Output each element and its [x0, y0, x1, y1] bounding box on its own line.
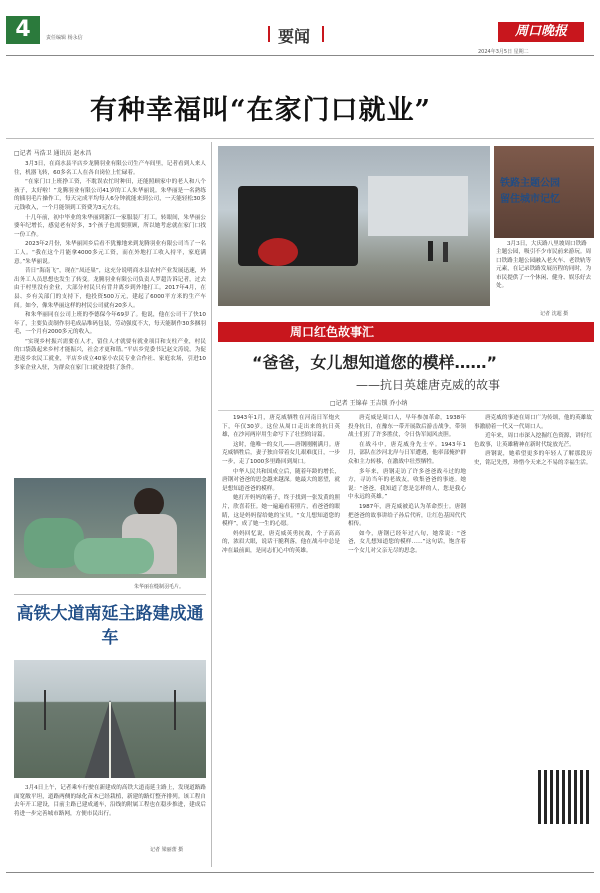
- paragraph: 近年来，周口市深入挖掘红色资源，讲好红色故事，让英雄精神在新时代绽放光芒。: [474, 433, 592, 448]
- column-divider: [211, 142, 212, 867]
- paragraph: “在家门口上班挣工资，不耽误农忙时种田，还能照顾家中的老人和八个孩子，太好啦！”龙腾羽业有限公司41岁的工人朱华丽说。朱华丽是一名熟练的插羽毛片操作工，每天完成平均每人6分钟就能来到公司，一天能轻松30多元钱收入，一个月能领到工资费为3元左右。: [14, 179, 206, 211]
- main-byline: □记者 马浩卫 通讯员 赵永昌: [14, 150, 92, 157]
- park-photo-credit: 记者 沈超 摄: [540, 311, 569, 317]
- paragraph: 唐钢说，她希望更多的年轻人了解那段历史，铭记先烈，珍惜今天来之不易的幸福生活。: [474, 451, 592, 466]
- section-divider-right: [322, 26, 324, 42]
- worker-photo: [14, 478, 206, 578]
- feather-pile-image: [74, 538, 154, 574]
- paragraph: 如今，唐钢已经年过八旬，她常说：“爸爸，女儿想知道您的模样……”这句话，饱含着一个女儿对父亲无尽的思念。: [348, 530, 466, 554]
- paragraph: 唐克威是周口人，早年参加革命，1938年投身抗日，在豫东一带开展敌后游击战争，带领战士们打了许多胜仗，令日伪军闻风丧胆。: [348, 415, 466, 439]
- paragraph: 1987年，唐克威被追认为革命烈士。唐钢把爸爸的故事讲给子孙后代听，让红色基因代代相传。: [348, 503, 466, 528]
- streetlight-image: [44, 690, 46, 730]
- streetlight-image: [174, 690, 176, 730]
- paragraph: 2023年2月份，朱华丽回乡后看不犹豫地来到龙腾羽业有限公司当了一名工人。“我在这个月能拿4000多元工资，而在外地打工收入持平，家庭满意。”朱华丽说。: [14, 241, 206, 265]
- lane-marking-image: [109, 702, 111, 778]
- paragraph: “实现乡村振兴需要在人才，留住人才就要有就业项目和支柱产业，村民的口袋鼓起来乡村才能振兴，社会才更和谐。”平店乡党委书记赵文涛说，为促进返乡农民工就业，平店乡成立40家小农民专业合作社、家庭农场，引进10多家企业入驻，为群众在家门口就业提供了条件。: [14, 338, 206, 371]
- paragraph: 昔日“海南飞”，现在“凤还巢”，这充分说明商水县农村产业发展迅速，外出务工人员思想也发生了转变。龙腾羽业有限公司负责人罗超告诉记者，过去由于村里没有企业，大部分村民只有背井离乡到外地打工。2017年4月，在县、乡有关部门的支持下，他投资500万元，建起了6000平方米的生产车间。如今，像朱华丽这样的村民公司就有20多人。: [14, 268, 206, 309]
- visitor-image: [443, 242, 448, 262]
- locomotive-image: [238, 186, 358, 266]
- story-title: “爸爸，女儿想知道您的模样……”: [252, 353, 498, 372]
- park-title-line2: 留住城市记忆: [500, 194, 560, 205]
- banner-text: 周口红色故事汇: [290, 325, 375, 339]
- paragraph: 她打开妈妈的箱子，终于找到一张发黄的照片，欣喜若狂。她一遍遍看着照片，看爸爸的眼睛，这是妈妈留给她的宝贝。“女儿想知道您的模样”，成了她一生的心愿。: [222, 495, 340, 528]
- locomotive-wheel-image: [258, 238, 298, 266]
- section-title: 要闻: [278, 27, 311, 46]
- qr-code-image: [538, 770, 592, 824]
- page-number-badge: 4: [6, 16, 40, 44]
- rail-subhead: 高铁大道南延主路建成通车: [16, 604, 204, 648]
- main-article-body: [14, 160, 206, 472]
- paragraph: 1943年1月，唐克威牺牲在河南日军炮火下，年仅30岁。这位从周口走出来的抗日英雄，在沙河两岸用生命写下了壮烈的诗篇。: [222, 415, 340, 439]
- paragraph: 多年来，唐钢走访了许多爸爸战斗过的地方，寻访当年的老战友，收集爸爸的事迹。她说：“爸爸，我知道了您是怎样的人，您是我心中永远的英雄。”: [348, 468, 466, 501]
- paragraph: 妈妈回忆说，唐克威英勇抗战，个子高高的，浓眉大眼，说话干脆利落，他在战斗中总是冲在最前面，是同志们心中的英雄。: [222, 530, 340, 554]
- headline-rule: [6, 138, 594, 139]
- editor-meta: 责任编辑 杨永信: [46, 35, 83, 41]
- footer-rule: [6, 872, 594, 873]
- park-title-line1: 铁路主题公园: [500, 178, 560, 189]
- paragraph: 十几年前，初中毕业的朱华丽到浙江一家服装厂打工。转眼间，朱华丽公婆年纪增长，感觉老有好多，3个孩子也需要照顾，所以她考虑就在家门口找一份工作。: [14, 214, 206, 238]
- paragraph: 在战斗中，唐克威身先士卒。1943年1月，部队在沙河北岸与日军遭遇，他率部掩护群众和主力转移，在激战中壮烈牺牲。: [348, 441, 466, 465]
- section-rule: [14, 594, 206, 595]
- header-rule: [6, 55, 594, 56]
- road-photo: [14, 660, 206, 778]
- building-image: [368, 176, 468, 236]
- paragraph: 这时，他唯一的女儿——唐钢刚刚满月。唐克威牺牲后，妻子独自带着女儿艰难度日，一步一步，走了1000多里路回到周口。: [222, 441, 340, 465]
- story-rule: [218, 410, 594, 411]
- date-line: 2024年3月5日 星期二: [478, 49, 529, 55]
- story-column-3: [474, 414, 592, 764]
- paragraph: 3月3日，在商水县平店乡龙腾羽业有限公司生产车间里，记者看到人来人往，机器飞转，60多名工人在各自岗位上忙碌着。: [14, 161, 206, 176]
- story-byline: □记者 王锦春 王吉锁 乔小纳: [330, 400, 408, 407]
- rail-photo-credit: 记者 梁丽蕾 摄: [150, 847, 184, 853]
- story-column-1: [222, 414, 340, 864]
- paragraph: 唐克威的事迹在周口广为传颂，他的英雄故事激励着一代又一代周口人。: [474, 415, 592, 430]
- section-divider-left: [268, 26, 270, 42]
- worker-photo-caption: 朱华丽在缝制羽毛片。: [134, 584, 185, 590]
- main-headline: 有种幸福叫“在家门口就业”: [90, 95, 432, 126]
- story-subtitle: ——抗日英雄唐克威的故事: [356, 378, 501, 392]
- train-park-photo: [218, 146, 490, 306]
- story-banner: [218, 322, 594, 342]
- visitor-image: [428, 241, 433, 261]
- paragraph: 中华人民共和国成立后，随着年龄的增长，唐钢对爸爸的思念越来越深。她最大的愿望，就是想知道爸爸的模样。: [222, 468, 340, 492]
- rail-article-body: 3月4日上午，记者乘车行驶在新建成的高铁大道南延主路上，发现道路路面宽敞平坦，道路两侧的绿化苗木已经栽植，新建的路灯整齐排列。该工程自去年开工建设，目前主路已建成通车，沿线的附属工程也在稳步推进，建成后将进一步完善城市路网，方便市民出行。: [14, 785, 206, 817]
- paragraph: 和朱华丽同在公司上班的李德保今年69岁了。他说，他在公司干了快10年了，主要负责制作羽毛成品堆码包装，劳动强度不大，每天能制作30多捆羽毛，一个月有2000多元的收入。: [14, 312, 206, 336]
- park-caption: 3月3日，大庆路八里坡周口铁路主题公园，吸引不少市民前来游玩。周口铁路主题公园融入老火车、老铁轨等元素，在记录铁路发展历程的同时，为市民提供了一个休闲、健身、娱乐好去处。: [496, 241, 592, 290]
- story-column-2: [348, 414, 466, 864]
- newspaper-logo: 周口晚报: [498, 22, 584, 42]
